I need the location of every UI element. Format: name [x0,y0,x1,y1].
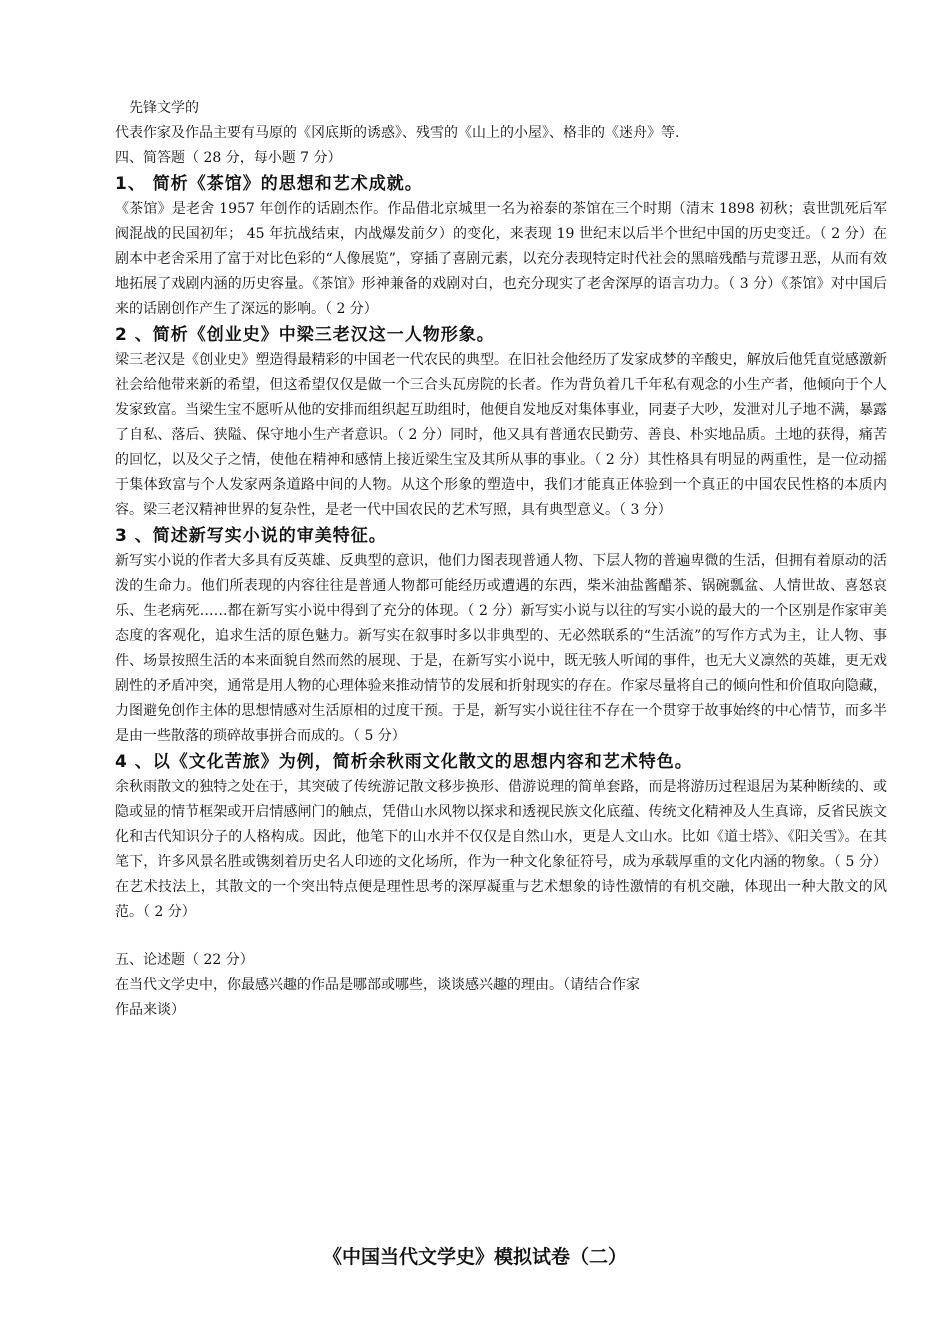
section-4-heading: 四、简答题（ 28 分，每小题 7 分） [115,150,342,166]
essay-prompt-line-1: 在当代文学史中，你最感兴趣的作品是哪部或哪些，谈谈感兴趣的理由。（请结合作家 [115,977,640,993]
next-exam-title: 《中国当代文学史》模拟试卷（二） [322,1246,627,1268]
essay-prompt-line-2: 作品来谈） [115,1002,185,1018]
question-1-answer: 《茶馆》是老舍 1957 年创作的话剧杰作。作品借北京城里一名为裕泰的茶馆在三个时期（清末 1898 初秋；袁世凯死后军阀混战的民国初年； 45 年抗战结束，内战爆发前夕）的变化，来表现 19 世纪末以后半个世纪中国的历史变迁。（ 2 分）在剧本中老舍采用了富于对比色彩的“人像展览”，穿插了喜剧元素，以充分表现特定时代社会的黑暗残酷与荒谬丑恶，从而有效地拓展了戏剧内涵的历史容量。《茶馆》形神兼备的戏剧对白，也充分现实了老舍深厚的语言功力。（ 3 分）《茶馆》对中国后来的话剧创作产生了深远的影响。（ 2 分） [115,201,887,317]
exam-page-content [115,96,887,1023]
question-2-title: 2 、简析《创业史》中梁三老汉这一人物形象。 [115,325,495,345]
question-3-title: 3 、简述新写实小说的审美特征。 [115,526,387,546]
section-spacer [115,925,887,948]
intro-line-2: 代表作家及作品主要有马原的《冈底斯的诱惑》、残雪的《山上的小屋》、格非的《迷舟》等. [115,125,680,141]
intro-line-1: 先锋文学的 [129,100,199,116]
question-2-answer: 梁三老汉是《创业史》塑造得最精彩的中国老一代农民的典型。在旧社会他经历了发家成梦的辛酸史，解放后他凭直觉感激新社会给他带来新的希望，但这希望仅仅是做一个三合头瓦房院的长者。作为背负着几千年私有观念的小生产者，他倾向于个人发家致富。当梁生宝不愿听从他的安排而组织起互助组时，他便自发地反对集体事业，同妻子大吵，发泄对儿子地不满，暴露了自私、落后、狭隘、保守地小生产者意识。（ 2 分）同时，他又具有普通农民勤劳、善良、朴实地品质。土地的获得，痛苦的回忆，以及父子之情，使他在精神和感情上接近梁生宝及其所从事的事业。（ 2 分）其性格具有明显的两重性，是一位动摇于集体致富与个人发家两条道路中间的人物。从这个形象的塑造中，我们才能真正体验到一个真正的中国农民性格的本质内容。梁三老汉精神世界的复杂性，是老一代中国农民的艺术写照，具有典型意义。（ 3 分） [115,352,887,518]
question-4-answer: 余秋雨散文的独特之处在于，其突破了传统游记散文移步换形、借游说理的简单套路，而是将游历过程退居为某种断续的、或隐或显的情节框架或开启情感闸门的触点，凭借山水风物以探求和透视民族文化底蕴、传统文化精神及人生真谛，反省民族文化和古代知识分子的人格构成。因此，他笔下的山水并不仅仅是自然山水，更是人文山水。比如《道士塔》、《阳关雪》。在其笔下，许多风景名胜或镌刻着历史名人印迹的文化场所，作为一种文化象征符号，成为承载厚重的文化内涵的物象。（ 5 分）在艺术技法上，其散文的一个突出特点便是理性思考的深厚凝重与艺术想象的诗性激情的有机交融，体现出一种大散文的风范。（ 2 分） [115,779,887,920]
question-3-answer: 新写实小说的作者大多具有反英雄、反典型的意识，他们力图表现普通人物、下层人物的普遍卑微的生活，但拥有着原动的活泼的生命力。他们所表现的内容往往是普通人物都可能经历或遭遇的东西，柴米油盐酱醋茶、锅碗瓢盆、人情世故、喜怒哀乐、生老病死……都在新写实小说中得到了充分的体现。（ 2 分）新写实小说与以往的写实小说的最大的一个区别是作家审美态度的客观化，追求生活的原色魅力。新写实在叙事时多以非典型的、无必然联系的“生活流”的写作方式为主，让人物、事件、场景按照生活的本来面貌自然而然的展现、于是，在新写实小说中，既无骇人听闻的事件，也无大义凛然的英雄，更无戏剧性的矛盾冲突，通常是用人物的心理体验来推动情节的发展和折射现实的存在。作家尽量将自己的倾向性和价值取向隐藏，力图避免创作主体的思想情感对生活原相的过度干预。于是，新写实小说往往不存在一个贯穿于故事始终的中心情节，而多半是由一些散落的琐碎故事拼合而成的。（ 5 分） [115,553,887,744]
question-4-title: 4 、以《文化苦旅》为例，简析余秋雨文化散文的思想内容和艺术特色。 [115,752,693,772]
question-1-title: 1、 简析《茶馆》的思想和艺术成就。 [115,174,423,194]
section-5-heading: 五、论述题（ 22 分） [115,952,254,968]
